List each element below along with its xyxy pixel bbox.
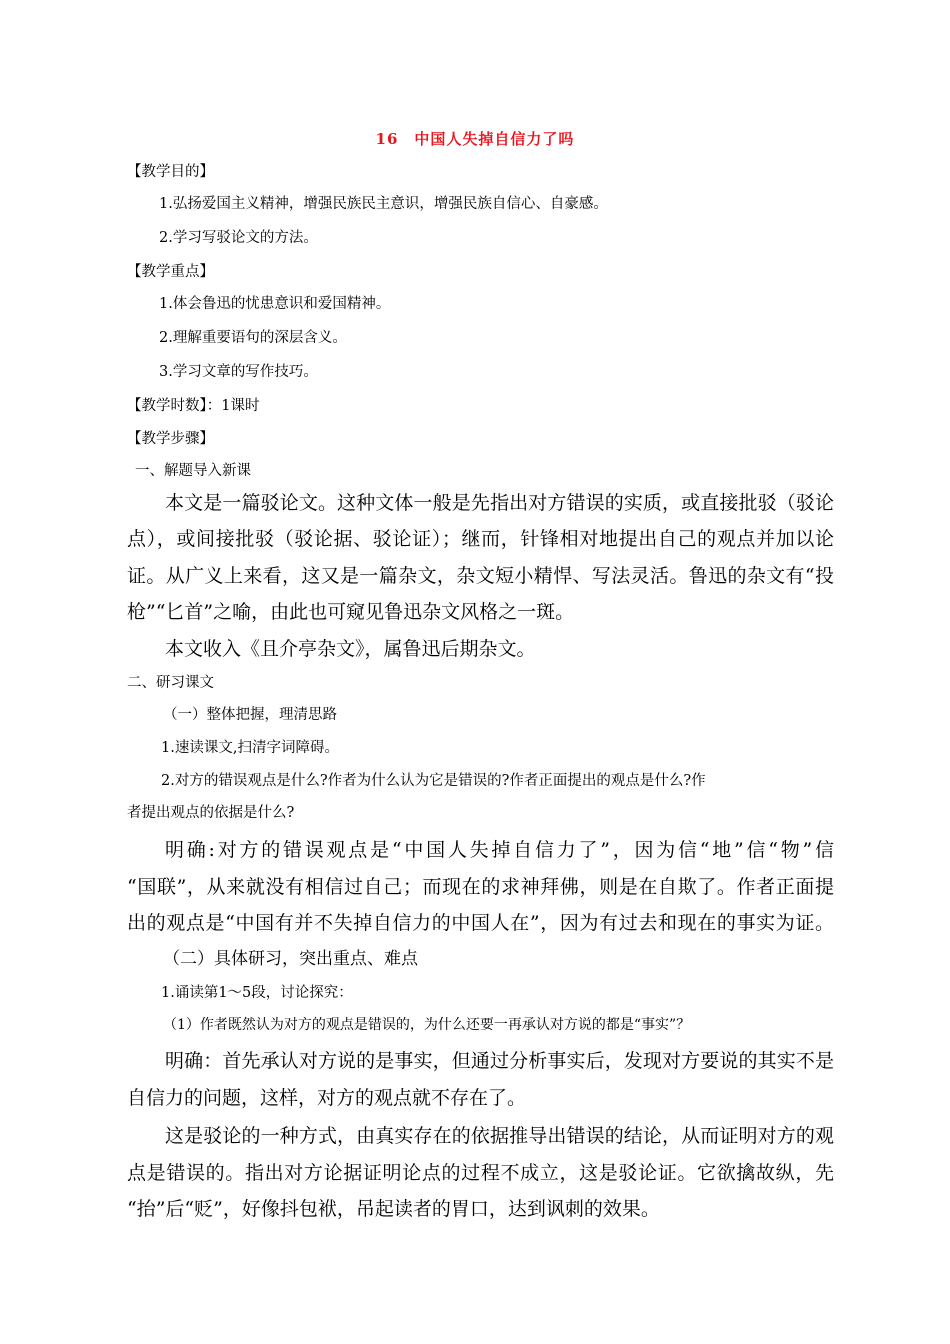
subsection-heading: 一、解题导入新课 <box>135 463 251 479</box>
subsection-heading: （一）整体把握，理清思路 <box>163 707 337 723</box>
text-line: 1.体会鲁迅的忧患意识和爱国精神。 <box>159 296 391 312</box>
text-line: 3.学习文章的写作技巧。 <box>159 364 318 380</box>
paragraph-line: 枪”“匕首”之喻，由此也可窥见鲁迅杂文风格之一斑。 <box>127 601 575 623</box>
answer-line: 明确:对方的错误观点是“中国人失掉自信力了”，因为信“地”信“物”信 <box>165 839 834 861</box>
section-heading-hours: 【教学时数】：1课时 <box>127 398 260 414</box>
subsection-heading: 二、研习课文 <box>127 675 214 691</box>
text-line: 2.学习写驳论文的方法。 <box>159 230 318 246</box>
text-line: 1.速读课文,扫清字词障碍。 <box>161 740 339 756</box>
text-line: 1.诵读第1～5段，讨论探究： <box>161 985 353 1001</box>
answer-line: 明确：首先承认对方说的是事实，但通过分析事实后，发现对方要说的其实不是 <box>165 1050 834 1072</box>
paragraph-line: 这是驳论的一种方式，由真实存在的依据推导出错误的结论，从而证明对方的观 <box>165 1125 834 1147</box>
question-line: （1）作者既然认为对方的观点是错误的，为什么还要一再承认对方说的都是“事实”？ <box>163 1017 691 1033</box>
text-line: 1.弘扬爱国主义精神，增强民族民主意识，增强民族自信心、自豪感。 <box>159 196 608 212</box>
answer-line: 自信力的问题，这样，对方的观点就不存在了。 <box>127 1087 527 1109</box>
section-heading-steps: 【教学步骤】 <box>127 431 214 447</box>
paragraph-line: “抬”后“贬”，好像抖包袱，吊起读者的胃口，达到讽刺的效果。 <box>127 1198 660 1220</box>
paragraph-line: 点），或间接批驳（驳论据、驳论证）；继而，针锋相对地提出自己的观点并加以论 <box>127 528 834 550</box>
section-heading-objectives: 【教学目的】 <box>127 164 214 180</box>
paragraph-line: 本文收入《且介亭杂文》，属鲁迅后期杂文。 <box>165 638 536 660</box>
question-line: 2.对方的错误观点是什么?作者为什么认为它是错误的?作者正面提出的观点是什么?作 <box>161 773 706 789</box>
answer-line: 出的观点是“中国有并不失掉自信力的中国人在”，因为有过去和现在的事实为证。 <box>127 912 834 934</box>
section-heading-key-points: 【教学重点】 <box>127 264 214 280</box>
paragraph-line: 本文是一篇驳论文。这种文体一般是先指出对方错误的实质，或直接批驳（驳论 <box>165 492 834 514</box>
document-title: 16 中国人失掉自信力了吗 <box>375 130 575 148</box>
paragraph-line: 点是错误的。指出对方论据证明论点的过程不成立，这是驳论证。它欲擒故纵，先 <box>127 1162 834 1184</box>
answer-line: “国联”，从来就没有相信过自己；而现在的求神拜佛，则是在自欺了。作者正面提 <box>127 876 834 898</box>
subsection-heading: （二）具体研习，突出重点、难点 <box>163 949 418 969</box>
paragraph-line: 证。从广义上来看，这又是一篇杂文，杂文短小精悍、写法灵活。鲁迅的杂文有“投 <box>127 565 834 587</box>
text-line: 2.理解重要语句的深层含义。 <box>159 330 347 346</box>
question-line: 者提出观点的依据是什么? <box>127 805 295 821</box>
